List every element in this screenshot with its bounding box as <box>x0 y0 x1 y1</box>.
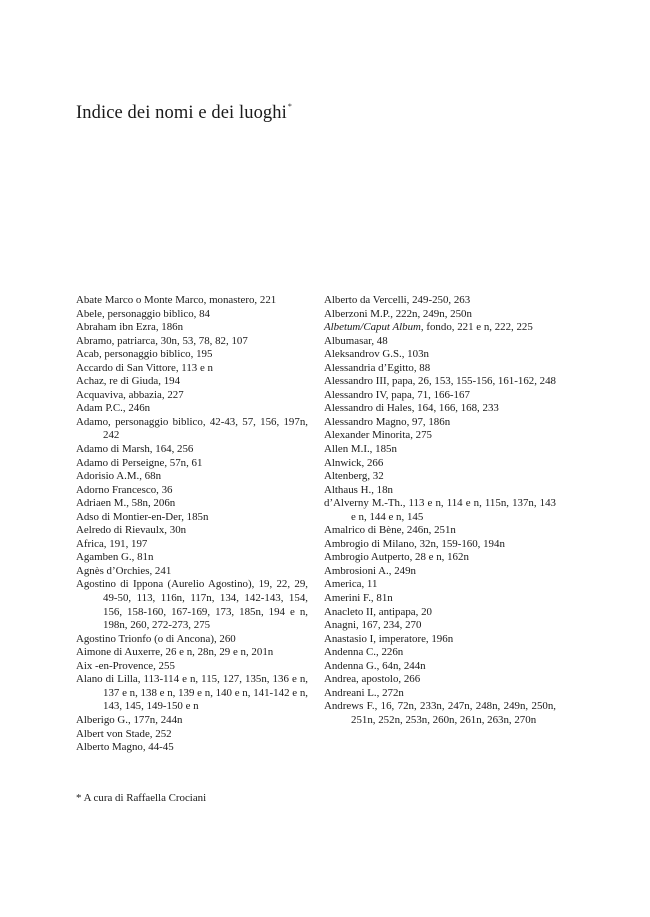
index-entry: Africa, 191, 197 <box>76 537 148 550</box>
index-entry-text: Alnwick, 266 <box>324 456 384 469</box>
index-entry <box>324 429 556 443</box>
index-entry-text: Andrea, apostolo, 266 <box>324 673 421 686</box>
index-entry: Alberto Magno, 44-45 <box>76 741 174 754</box>
index-entry <box>324 402 556 416</box>
index-entry: Aix -en-Provence, 255 <box>76 659 175 672</box>
index-entry <box>324 497 556 524</box>
index-entry <box>324 592 556 606</box>
index-entry: Abate Marco o Monte Marco, monastero, 221 <box>76 294 277 306</box>
index-entry: Achaz, re di Giuda, 194 <box>76 375 181 388</box>
index-entry: Acquaviva, abbazia, 227 <box>76 388 184 401</box>
index-entry <box>324 335 556 349</box>
title-text: Indice dei nomi e dei luoghi <box>76 103 287 124</box>
index-entry: Adso di Montier-en-Der, 185n <box>76 510 209 523</box>
index-entry <box>324 416 556 430</box>
index-entry: Agnès d’Orchies, 241 <box>76 564 172 577</box>
index-entry <box>324 551 556 565</box>
index-entry <box>324 524 556 538</box>
index-entry <box>324 538 556 552</box>
index-entry <box>324 673 556 687</box>
index-entry-text: Alessandria d’Egitto, 88 <box>324 361 431 374</box>
index-entry-text: Alessandro di Hales, 164, 166, 168, 233 <box>324 402 499 415</box>
index-entry <box>324 619 556 633</box>
index-entry-text: Allen M.I., 185n <box>324 443 397 456</box>
index-entry <box>324 375 556 389</box>
index-entry-text: Amalrico di Bène, 246n, 251n <box>324 524 456 537</box>
index-entry: Agostino Trionfo (o di Ancona), 260 <box>76 632 236 645</box>
index-entry-italic: Albetum/Caput Album <box>324 321 421 334</box>
index-entry: Adamo di Perseigne, 57n, 61 <box>76 456 203 469</box>
index-entry: Adamo di Marsh, 164, 256 <box>76 443 194 456</box>
index-entry <box>324 321 556 335</box>
index-entry <box>324 484 556 498</box>
index-entry-text: Althaus H., 18n <box>324 483 393 496</box>
index-entry <box>324 606 556 620</box>
index-entry-text: Alessandro Magno, 97, 186n <box>324 415 451 428</box>
index-entry-text: Andrews F., 16, 72n, 233n, 247n, 248n, 249n, 250n, 251n, 252n, 253n, 260n, 261n, 263n, 270n <box>324 700 556 726</box>
index-entry-text: Anagni, 167, 234, 270 <box>324 619 422 632</box>
index-entry-text: Ambrogio Autperto, 28 e n, 162n <box>324 551 469 564</box>
index-entry <box>324 443 556 457</box>
index-entry <box>324 348 556 362</box>
index-entry: Abramo, patriarca, 30n, 53, 78, 82, 107 <box>76 334 248 347</box>
index-entry: Acab, personaggio biblico, 195 <box>76 348 213 361</box>
index-column-left <box>76 294 308 755</box>
index-entry-text: Anastasio I, imperatore, 196n <box>324 632 454 645</box>
footnote: * A cura di Raffaella Crociani <box>76 792 207 804</box>
index-entry: Adamo, personaggio biblico, 42-43, 57, 156, 197n, 242 <box>76 415 308 442</box>
index-entry-text: , fondo, 221 e n, 222, 225 <box>420 321 533 334</box>
index-entry <box>324 389 556 403</box>
index-entry-text: Aleksandrov G.S., 103n <box>324 348 429 361</box>
index-entry: Adam P.C., 246n <box>76 402 151 415</box>
index-entry-text: Andreani L., 272n <box>324 686 404 699</box>
index-entry: Albert von Stade, 252 <box>76 727 172 740</box>
index-entry <box>324 700 556 727</box>
index-entry-text: Ambrogio di Milano, 32n, 159-160, 194n <box>324 537 505 550</box>
index-entry <box>324 687 556 701</box>
index-entry-text: Amerini F., 81n <box>324 592 393 605</box>
index-entry <box>324 362 556 376</box>
page-title <box>76 102 292 124</box>
index-entry-text: Alexander Minorita, 275 <box>324 429 432 442</box>
index-column-right <box>324 294 556 728</box>
index-entry: Accardo di San Vittore, 113 e n <box>76 361 213 374</box>
index-entry: Abele, personaggio biblico, 84 <box>76 307 210 320</box>
index-entry-text: America, 11 <box>324 578 378 591</box>
index-entry-text: Alessandro III, papa, 26, 153, 155-156, 161-162, 248 <box>324 375 556 388</box>
index-entry: Alano di Lilla, 113-114 e n, 115, 127, 135n, 136 e n, 137 e n, 138 e n, 139 e n, 140 e n, 141-142 e n, 143, 145, 149-150 e n <box>76 673 308 713</box>
index-entry: Alberigo G., 177n, 244n <box>76 713 183 726</box>
index-entry-text: Alberto da Vercelli, 249-250, 263 <box>324 294 471 306</box>
index-entry-text: Alessandro IV, papa, 71, 166-167 <box>324 388 470 401</box>
index-entry-text: d’Alverny M.-Th., 113 e n, 114 e n, 115n, 137n, 143 e n, 144 e n, 145 <box>324 497 556 523</box>
index-entry-text: Andenna C., 226n <box>324 646 404 659</box>
index-entry: Aimone di Auxerre, 26 e n, 28n, 29 e n, 201n <box>76 646 274 659</box>
index-entry <box>324 660 556 674</box>
index-entry <box>324 294 556 308</box>
index-entry: Agostino di Ippona (Aurelio Agostino), 19, 22, 29, 49-50, 113, 116n, 117n, 134, 142-143, 154, 156, 158-160, 167-169, 173, 185n, 194 e n, 198n, 260, 272-273, 275 <box>76 578 308 632</box>
title-footnote-marker: * <box>287 102 292 112</box>
index-entry: Adorisio A.M., 68n <box>76 470 162 483</box>
index-entry-text: Andenna G., 64n, 244n <box>324 659 426 672</box>
index-entry: Adriaen M., 58n, 206n <box>76 497 176 510</box>
index-entry <box>324 470 556 484</box>
index-entry-text: Ambrosioni A., 249n <box>324 564 416 577</box>
index-entry <box>324 308 556 322</box>
index-entry <box>324 578 556 592</box>
index-entry-text: Alberzoni M.P., 222n, 249n, 250n <box>324 307 472 320</box>
index-entry: Aelredo di Rievaulx, 30n <box>76 524 187 537</box>
index-entry-text: Albumasar, 48 <box>324 334 388 347</box>
index-entry <box>324 565 556 579</box>
index-entry-text: Anacleto II, antipapa, 20 <box>324 605 432 618</box>
index-entry <box>324 646 556 660</box>
index-entry: Abraham ibn Ezra, 186n <box>76 321 184 334</box>
index-entry: Adorno Francesco, 36 <box>76 483 173 496</box>
index-entry <box>324 457 556 471</box>
index-entry <box>324 633 556 647</box>
index-entry-text: Altenberg, 32 <box>324 470 384 483</box>
index-entry: Agamben G., 81n <box>76 551 154 564</box>
